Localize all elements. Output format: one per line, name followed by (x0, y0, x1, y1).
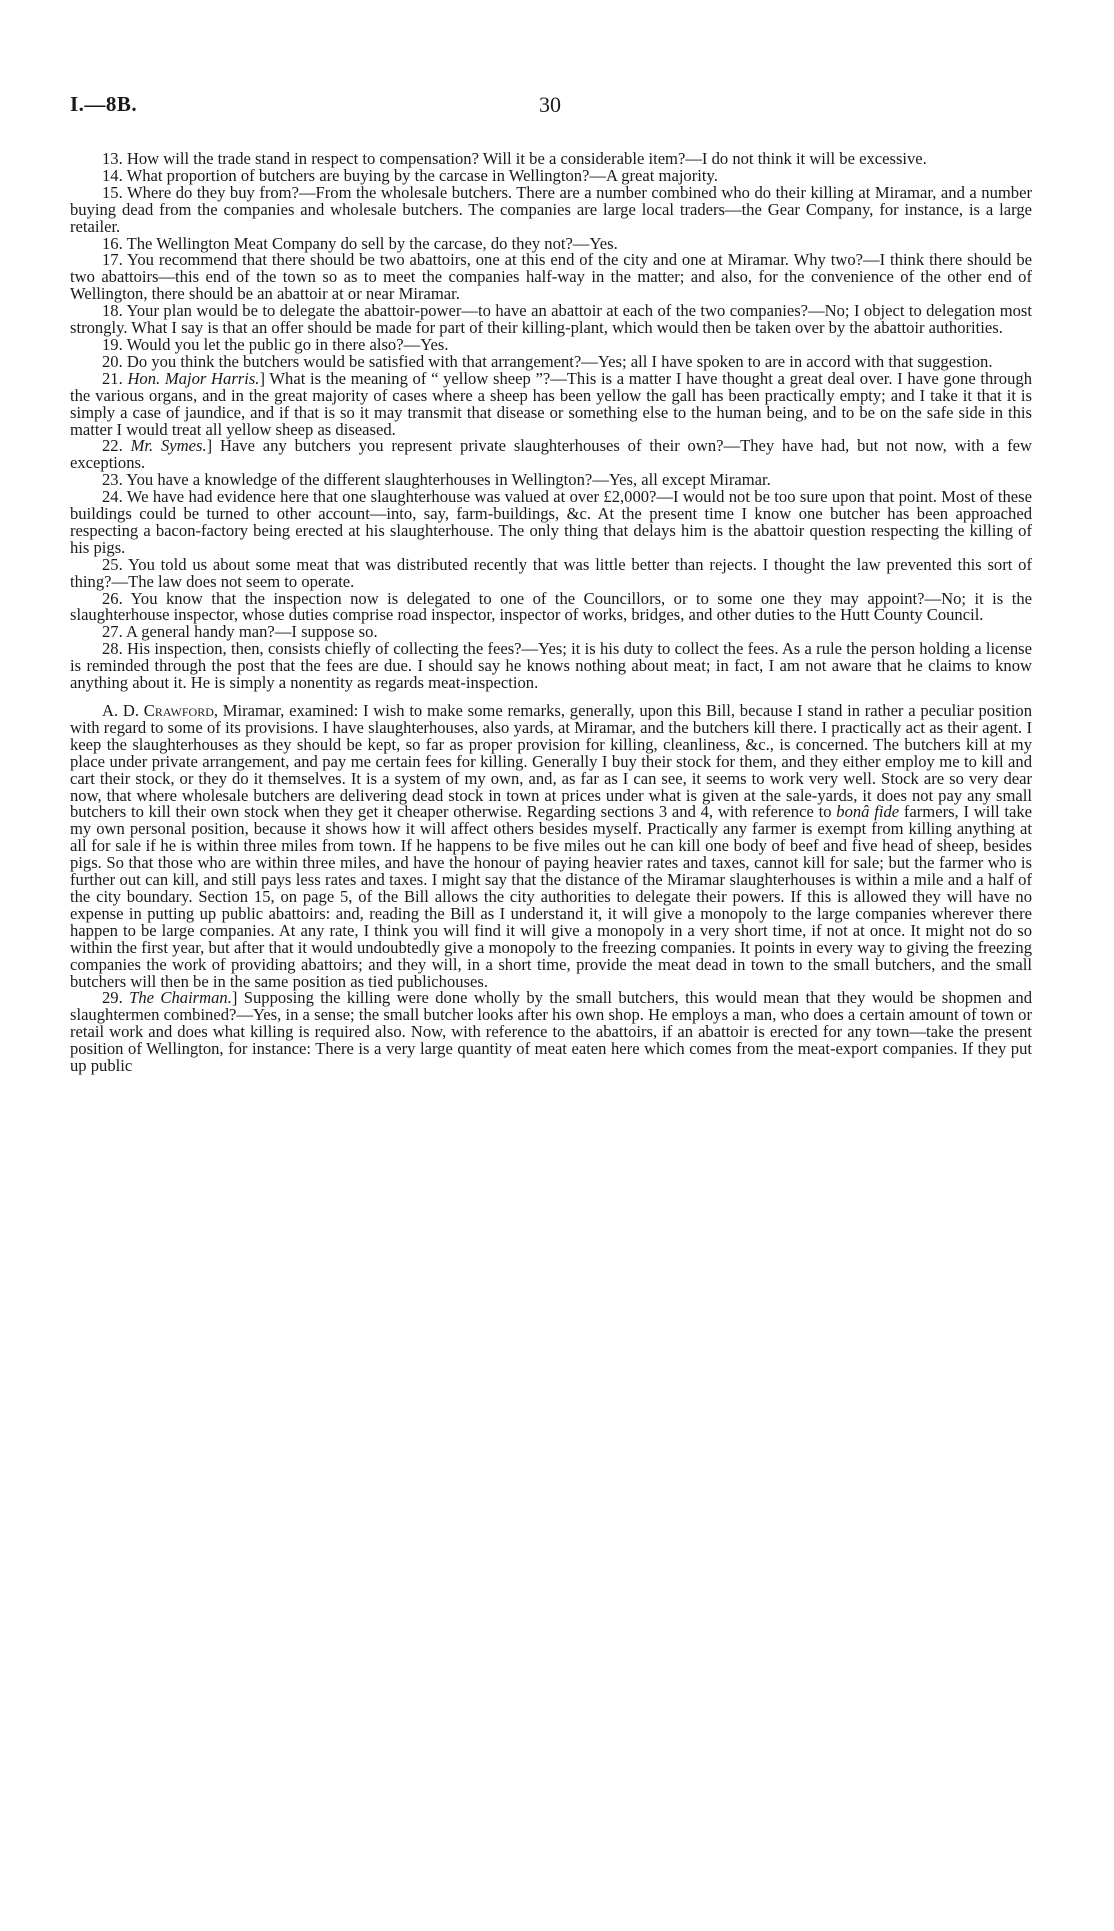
speaker-name: The Chairman. (129, 988, 232, 1008)
question-17: 17. You recommend that there should be two abattoirs, one at this end of the city and one at Miramar. Why two?—I think there should be two abattoirs—this end of the town so as to meet the companies half-way in the matter; and also, for the convenience of the other end of Wellington, there should be an abattoir at or near Miramar. (70, 250, 1032, 304)
question-21 (70, 368, 1032, 439)
question-25: 25. You told us about some meat that was distributed recently that was little better than rejects. I thought the law prevented this sort of thing?—The law does not seem to operate. (70, 554, 1032, 591)
question-text: ] Have any butchers you represent private slaughterhouses of their own?—They have had, but not now, with a few exceptions. (70, 436, 1032, 473)
question-23: 23. You have a knowledge of the different slaughterhouses in Wellington?—Yes, all except Miramar. (102, 470, 771, 490)
speaker-name: Mr. Symes. (130, 436, 207, 456)
question-18: 18. Your plan would be to delegate the abattoir-power—to have an abattoir at each of the two companies?—No; I object to delegation most strongly. What I say is that an offer should be made for part of their killing-plant, which would then be taken over by the abattoir authorities. (70, 301, 1032, 338)
page-header (70, 92, 1030, 124)
question-19: 19. Would you let the public go in there also?—Yes. (102, 334, 449, 354)
question-20: 20. Do you think the butchers would be satisfied with that arrangement?—Yes; all I have spoken to are in accord with that suggestion. (102, 351, 993, 371)
question-16: 16. The Wellington Meat Company do sell by the carcase, do they not?—Yes. (102, 233, 618, 253)
question-13: 13. How will the trade stand in respect to compensation? Will it be a considerable item?—I do not think it will be excessive. (102, 149, 927, 168)
question-26: 26. You know that the inspection now is delegated to one of the Councillors, or to some one they may appoint?—No; it is the slaughterhouse inspector, whose duties comprise road inspector, inspector of works, bridges, and other duties to the Hutt County Council. (70, 588, 1032, 625)
statement-text-continued: farmers, I will take my own personal position, because it shows how it will affect others besides myself. Practically any farmer is exempt from killing anything at all for sale if he is within three miles from town. If he happens to be five miles out he can kill one body of beef and five head of sheep, besides pigs. So that those who are within three miles, and have the honour of paying heavier rates and taxes, cannot kill for sale; but the farmer who is further out can kill, and still pays less rates and taxes. I might say that the distance of the Miramar slaughterhouses is within a mile and a half of the city boundary. Section 15, on page 5, of the Bill allows the city authorities to delegate their powers. If this is allowed they will have no expense in putting up public abattoirs: and, reading the Bill as I understand it, it will give a monopoly to the large companies wherever there happen to be large companies. At any rate, I think you will find it will give a monopoly in a very short time, if not at once. It might not do so within the first year, but after that it would undoubtedly give a monopoly to the freezing companies. It points in every way to giving the freezing companies the work of providing abattoirs; and they will, in a short time, provide the meat dead in town to the small butchers, and the small butchers will then be in the same position as tied publichouses. (70, 802, 1032, 991)
question-number: 21. (102, 368, 128, 388)
question-29 (70, 990, 1032, 1075)
question-text: ] What is the meaning of “ yellow sheep ”?—This is a matter I have thought a great deal over. I have gone through the various organs, and in the great majority of cases where a sheep has been yellow the gall has been practically empty; and I take it that it is simply a case of jaundice, and if that is so it may transmit that disease or something else to the human being, and to be on the safe side in this matter I would treat all yellow sheep as diseased. (70, 368, 1032, 439)
question-28: 28. His inspection, then, consists chiefly of collecting the fees?—Yes; it is his duty to collect the fees. As a rule the person holding a license is reminded through the post that the fees are due. I should say he knows nothing about meat; in fact, I am not aware that he claims to know anything about it. He is simply a nonentity as regards meat-inspection. (70, 639, 1032, 693)
body-text (70, 151, 1032, 1075)
witness-name: A. D. Crawford (102, 701, 214, 720)
question-24: 24. We have had evidence here that one slaughterhouse was valued at over £2,000?—I would not be too sure upon that point. Most of these buildings could be turned to other account—into, say, farm-buildings, &c. At the present time I know one butcher has been approached respecting a bacon-factory being erected at his slaughterhouse. The only thing that delays him is the abattoir question respecting the killing of his pigs. (70, 487, 1032, 557)
question-number: 22. (102, 436, 131, 456)
document-reference: I.—8B. (70, 92, 138, 116)
witness-statement (70, 703, 1032, 990)
question-15: 15. Where do they buy from?—From the wholesale butchers. There are a number combined who do their killing at Miramar, and a number buying dead from the companies and wholesale butchers. The companies are large local traders—the Gear Company, for instance, is a large retailer. (70, 182, 1032, 236)
question-number: 29. (102, 988, 130, 1008)
question-27: 27. A general handy man?—I suppose so. (102, 622, 378, 642)
speaker-name: Hon. Major Harris. (127, 368, 260, 388)
italic-phrase: bonâ fide (836, 802, 900, 822)
question-22 (70, 438, 1032, 472)
statement-text: , Miramar, examined: I wish to make some remarks, generally, upon this Bill, because I stand in rather a peculiar position with regard to some of its provisions. I have slaughterhouses, also yards, at Miramar, and the butchers kill there. I practically act as their agent. I keep the slaughterhouses as they should be kept, so far as proper provision for killing, cleanliness, &c., is concerned. The butchers kill at my place under private arrangement, and pay me certain fees for killing. Generally I buy their stock for them, and they either employ me to kill and cart their stock, or they do it themselves. It is a system of my own, and, as far as I can see, it seems to work very well. Stock are so very dear now, that where wholesale butchers are delivering dead stock in town at prices under what is given at the sale-yards, it does not pay any small butchers to kill their own stock when they get it cheaper otherwise. Regarding sections 3 and 4, with reference to (70, 701, 1032, 822)
question-text: ] Supposing the killing were done wholly by the small butchers, this would mean that they would be shopmen and slaughtermen combined?—Yes, in a sense; the small butcher looks after his own shop. He employs a man, who does a certain amount of town or retail work and does what killing is required also. Now, with reference to the abattoirs, if an abattoir is erected for any town—take the present position of Wellington, for instance: There is a very large quantity of meat eaten here which comes from the meat-export companies. If they put up public (70, 988, 1033, 1076)
page-number: 30 (539, 92, 561, 117)
question-14: 14. What proportion of butchers are buying by the carcase in Wellington?—A great majority. (102, 165, 718, 185)
